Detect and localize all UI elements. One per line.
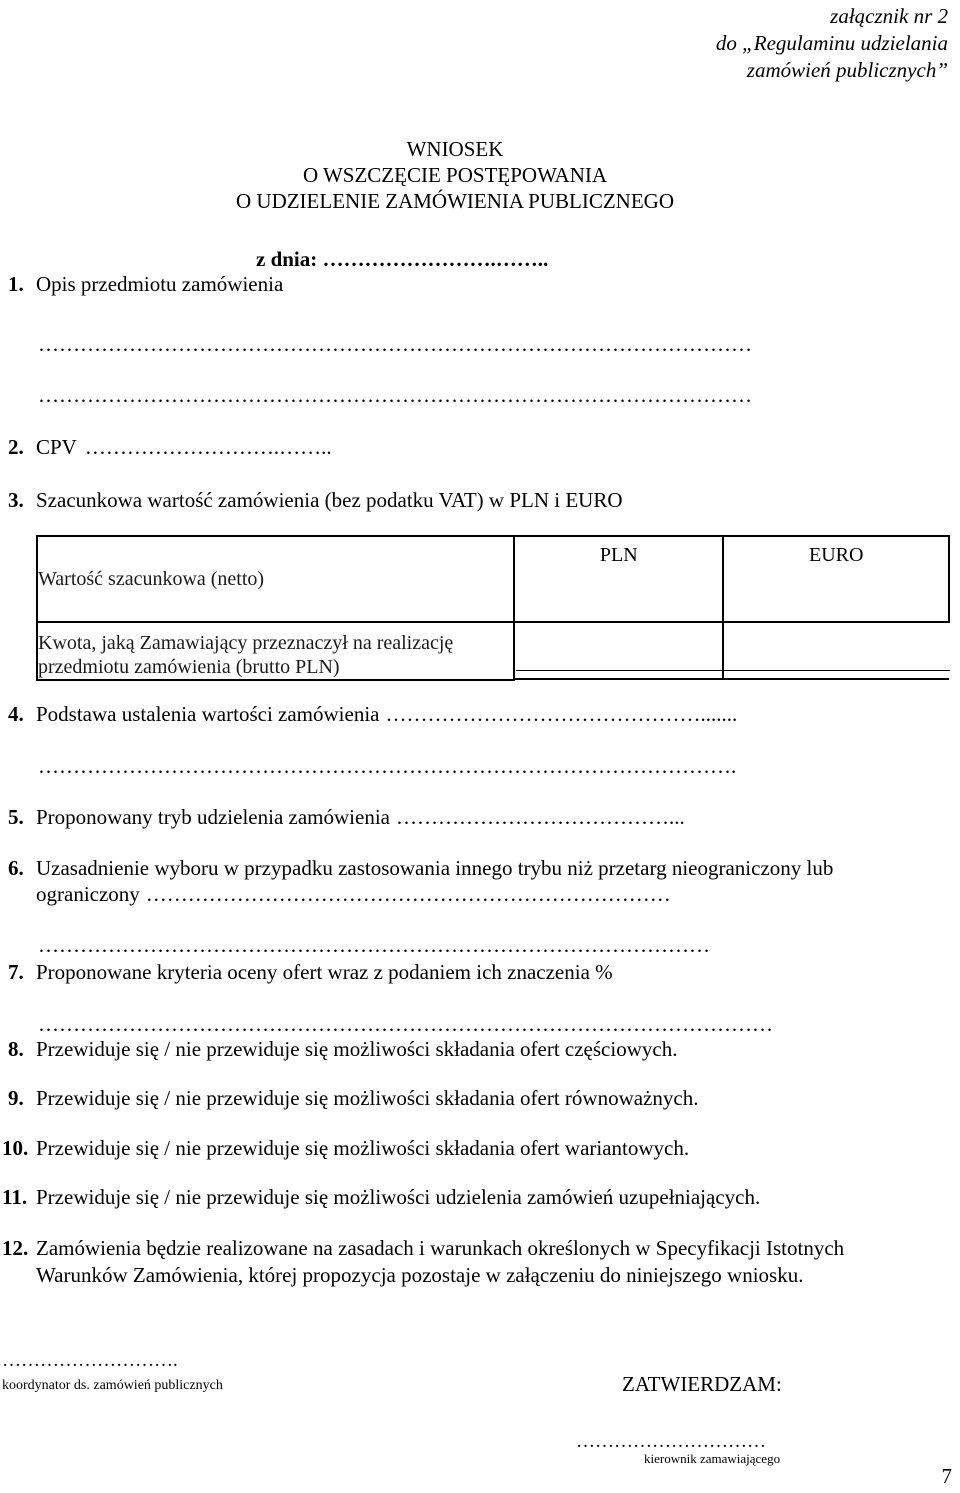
manager-label: kierownik zamawiającego xyxy=(644,1451,781,1466)
section-8-text: Przewiduje się / nie przewiduje się możliwości składania ofert częściowych. xyxy=(36,1037,678,1061)
approval-heading: ZATWIERDZAM: xyxy=(622,1372,782,1396)
section-6-line2 xyxy=(36,881,671,907)
title-line2: O WSZCZĘCIE POSTĘPOWANIA xyxy=(302,163,608,187)
section-6-dots-2: …………………………………………………………………………………… xyxy=(38,933,710,957)
section-7-dots: …………………………………………………………………………………………… xyxy=(38,1012,773,1036)
section-4-dots-2: ………………………………………………………………………………………. xyxy=(38,754,737,778)
section-4 xyxy=(8,701,737,727)
section-3-number: 3. xyxy=(8,488,24,512)
section-11 xyxy=(2,1184,760,1210)
coordinator-label: koordynator ds. zamówień publicznych xyxy=(2,1378,223,1393)
section-8-number: 8. xyxy=(8,1037,24,1061)
section-2-dots: ……………………….…….. xyxy=(84,435,332,459)
section-2 xyxy=(8,434,332,460)
section-10-text: Przewiduje się / nie przewiduje się możliwości składania ofert wariantowych. xyxy=(36,1136,690,1160)
section-7-number: 7. xyxy=(8,960,24,984)
section-2-text: CPV xyxy=(36,435,77,459)
title-line3: O UDZIELENIE ZAMÓWIENIA PUBLICZNEGO xyxy=(235,189,674,213)
value-table-euro-header: EURO xyxy=(809,544,864,566)
section-11-number: 11. xyxy=(2,1185,28,1209)
section-5-number: 5. xyxy=(8,805,24,829)
section-4-text: Podstawa ustalenia wartości zamówienia xyxy=(36,702,380,726)
attachment-note-line3: zamówień publicznych” xyxy=(746,58,948,82)
section-1-dots-1: ………………………………………………………………………………………… xyxy=(38,332,752,356)
value-table-row1-label: Wartość szacunkowa (netto) xyxy=(37,536,514,622)
section-5 xyxy=(8,804,685,830)
section-7-text: Proponowane kryteria oceny ofert wraz z podaniem ich znaczenia % xyxy=(36,960,613,984)
section-12 xyxy=(2,1235,844,1261)
section-6-text-2: ograniczony xyxy=(36,882,140,906)
section-8 xyxy=(8,1036,677,1062)
section-1 xyxy=(8,271,283,297)
value-table-row2-label-line2: przedmiotu zamówienia (brutto PLN) xyxy=(38,656,340,678)
coordinator-signature-dots: ………………………. xyxy=(2,1350,178,1371)
date-line: z dnia: …………………….…….. xyxy=(256,247,549,271)
section-6-text: Uzasadnienie wyboru w przypadku zastosowania innego trybu niż przetarg nieograniczony lub xyxy=(36,856,834,880)
section-6-number: 6. xyxy=(8,856,24,880)
manager-signature-dots: ………………………… xyxy=(576,1431,766,1452)
section-3 xyxy=(8,487,623,513)
section-9-text: Przewiduje się / nie przewiduje się możliwości składania ofert równoważnych. xyxy=(36,1086,699,1110)
section-1-text: Opis przedmiotu zamówienia xyxy=(36,272,284,296)
section-9-number: 9. xyxy=(8,1086,24,1110)
value-table-filler xyxy=(514,679,949,680)
section-11-text: Przewiduje się / nie przewiduje się możliwości udzielenia zamówień uzupełniających. xyxy=(36,1185,761,1209)
section-1-number: 1. xyxy=(8,272,24,296)
value-table-pln-header: PLN xyxy=(599,544,638,566)
section-3-text: Szacunkowa wartość zamówienia (bez podatku VAT) w PLN i EURO xyxy=(36,488,623,512)
value-table-pln-cell-1 xyxy=(514,536,723,622)
attachment-note-line1: załącznik nr 2 xyxy=(830,4,948,28)
page-number: 7 xyxy=(941,1464,952,1488)
attachment-note-line2: do „Regulaminu udzielania xyxy=(715,31,948,55)
value-table-row2-label-line1: Kwota, jaką Zamawiający przeznaczył na realizację xyxy=(38,632,454,654)
section-12-text: Zamówienia będzie realizowane na zasadach i warunkach określonych w Specyfikacji Istotnych xyxy=(36,1236,845,1260)
section-9 xyxy=(8,1085,698,1111)
section-5-text: Proponowany tryb udzielenia zamówienia xyxy=(36,805,390,829)
section-2-number: 2. xyxy=(8,435,24,459)
section-1-dots-2: ………………………………………………………………………………………… xyxy=(38,383,752,407)
section-7 xyxy=(8,959,613,985)
section-5-dots: …………………………………... xyxy=(395,805,685,829)
title-line1: WNIOSEK xyxy=(406,137,504,161)
section-4-number: 4. xyxy=(8,702,24,726)
section-6-dots-1: ………………………………………………………………… xyxy=(145,882,671,906)
section-12-text-2: Warunków Zamówienia, której propozycja pozostaje w załączeniu do niniejszego wniosku. xyxy=(36,1263,804,1287)
value-table-euro-cell-1 xyxy=(723,536,949,622)
section-12-number: 12. xyxy=(2,1236,29,1260)
value-table-row2-label xyxy=(37,622,514,680)
section-6 xyxy=(8,855,833,881)
value-table xyxy=(36,535,950,681)
section-10 xyxy=(2,1135,689,1161)
value-table-bottom-border xyxy=(516,670,950,671)
section-10-number: 10. xyxy=(2,1136,29,1160)
section-4-dots-1: ………………………………………....... xyxy=(385,702,738,726)
